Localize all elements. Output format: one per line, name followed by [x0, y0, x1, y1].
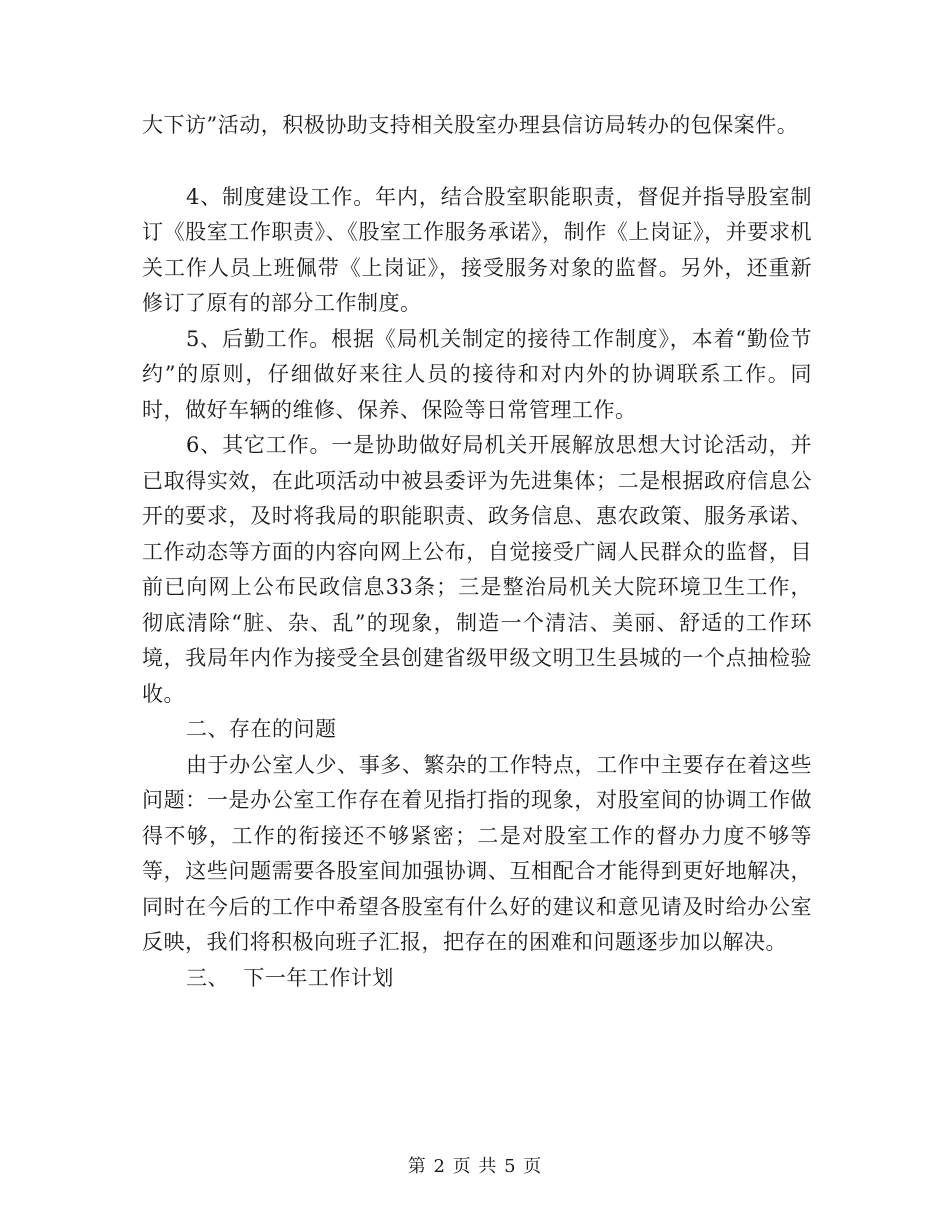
paragraph-logistics: 5、后勤工作。根据《局机关制定的接待工作制度》，本着“勤俭节约”的原则，仔细做好来往人员的接待和对内外的协调联系工作。同时，做好车辆的维修、保养、保险等日常管理工作。 [142, 326, 812, 422]
paragraph-continuation: 大下访”活动，积极协助支持相关股室办理县信访局转办的包保案件。 [142, 113, 799, 137]
document-body [142, 108, 812, 996]
paragraph-system-construction: 4、制度建设工作。年内，结合股室职能职责，督促并指导股室制订《股室工作职责》、《股室工作服务承诺》，制作《上岗证》，并要求机关工作人员上班佩带《上岗证》，接受服务对象的监督。另外，还重新修订了原有的部分工作制度。 [142, 184, 812, 315]
section-heading-problems: 二、存在的问题 [186, 717, 337, 741]
page-number-footer: 第 2 页 共 5 页 [407, 1156, 543, 1177]
paragraph-other-work: 6、其它工作。一是协助做好局机关开展解放思想大讨论活动，并已取得实效，在此项活动中被县委评为先进集体；二是根据政府信息公开的要求，及时将我局的职能职责、政务信息、惠农政策、服务承诺、工作动态等方面的内容向网上公布，自觉接受广阔人民群众的监督，目前已向网上公布民政信息33条；三是整治局机关大院环境卫生工作，彻底清除“脏、杂、乱”的现象，制造一个清洁、美丽、舒适的工作环境，我局年内作为接受全县创建省级甲级文明卫生县城的一个点抽检验收。 [142, 433, 812, 706]
section-heading-next-year-plan: 三、 下一年工作计划 [186, 965, 394, 990]
paragraph-problems: 由于办公室人少、事多、繁杂的工作特点，工作中主要存在着这些问题：一是办公室工作存在着见指打指的现象，对股室间的协调工作做得不够，工作的衔接还不够紧密；二是对股室工作的督办力度不够等等，这些问题需要各股室间加强协调、互相配合才能得到更好地解决，同时在今后的工作中希望各股室有什么好的建议和意见请及时给办公室反映，我们将积极向班子汇报，把存在的困难和问题逐步加以解决。 [142, 752, 812, 954]
